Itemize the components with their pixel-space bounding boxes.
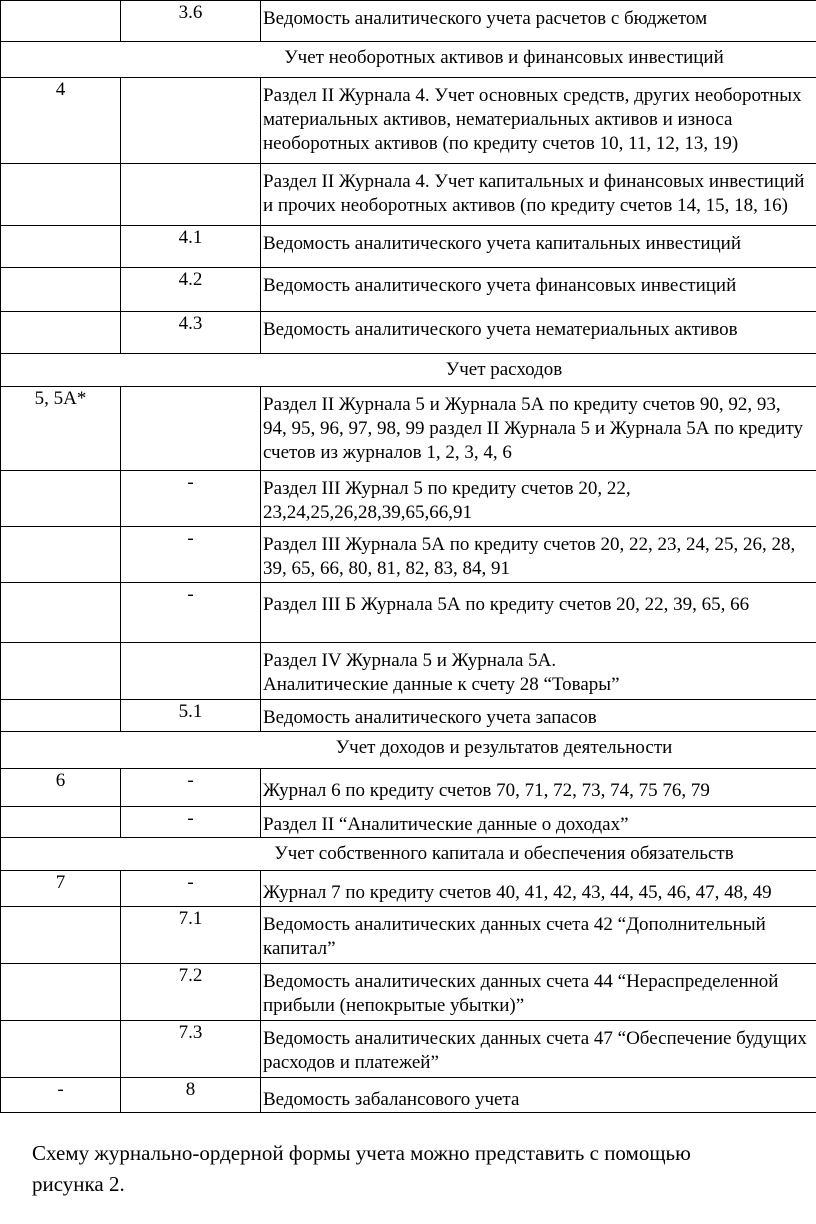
description-line: 39, 65, 66, 80, 81, 82, 83, 84, 91	[263, 558, 510, 579]
journal-number-cell: 4	[1, 78, 121, 164]
statement-number-cell: 4.2	[121, 268, 261, 312]
description-line: Раздел II Журнала 5 и Журнала 5А по кредиту счетов 90, 92, 93,	[263, 394, 781, 415]
description-line: Раздел III Журнал 5 по кредиту счетов 20, 22,	[263, 478, 631, 499]
register-description	[263, 78, 816, 156]
description-line: Раздел IV Журнала 5 и Журнала 5А.	[263, 650, 557, 671]
register-description-cell	[261, 268, 816, 312]
register-description	[263, 1021, 816, 1075]
section-header-row	[1, 42, 816, 78]
register-description	[263, 643, 816, 697]
statement-number-cell: -	[121, 583, 261, 643]
description-line: Ведомость аналитического учета нематериальных активов	[263, 319, 738, 340]
statement-number-cell: -	[121, 807, 261, 838]
description-line: Раздел II Журнала 4. Учет основных средств, других необоротных	[263, 85, 802, 106]
journal-number-cell	[1, 471, 121, 527]
description-line: Ведомость аналитического учета запасов	[263, 707, 597, 728]
table-row	[1, 1, 816, 42]
register-description-cell	[261, 78, 816, 164]
statement-number-cell: 5.1	[121, 700, 261, 732]
description-line: Аналитические данные к счету 28 “Товары”	[263, 674, 620, 695]
section-title-text: Учет доходов и результатов деятельности	[335, 737, 673, 758]
journal-number-cell	[1, 268, 121, 312]
register-description	[263, 700, 816, 730]
paragraph-line-2: рисунка 2.	[32, 1172, 125, 1196]
statement-number-cell: -	[121, 769, 261, 807]
table-row	[1, 583, 816, 643]
section-title-text: Учет необоротных активов и финансовых инвестиций	[284, 47, 724, 68]
section-header-row	[1, 838, 816, 871]
register-description-cell	[261, 807, 816, 838]
register-description-cell	[261, 387, 816, 471]
register-description	[263, 807, 816, 837]
table-row	[1, 527, 816, 583]
journal-number-cell	[1, 807, 121, 838]
description-line: Ведомость аналитического учета капитальных инвестиций	[263, 233, 742, 254]
description-line: и прочих необоротных активов (по кредиту счетов 14, 15, 18, 16)	[263, 195, 788, 216]
journal-number-cell	[1, 643, 121, 700]
journal-number-cell: 5, 5А*	[1, 387, 121, 471]
table-row	[1, 268, 816, 312]
journal-number-cell	[1, 907, 121, 964]
description-line: 23,24,25,26,28,39,65,66,91	[263, 502, 472, 523]
register-description-cell	[261, 769, 816, 807]
journal-number-cell: 6	[1, 769, 121, 807]
register-description	[263, 871, 816, 905]
table-row	[1, 387, 816, 471]
table-row	[1, 964, 816, 1021]
journal-number-cell	[1, 1021, 121, 1078]
journal-number-cell	[1, 312, 121, 354]
journal-number-cell	[1, 527, 121, 583]
statement-number-cell	[121, 164, 261, 226]
description-line: Ведомость аналитических данных счета 42 “Дополнительный	[263, 914, 766, 935]
description-line: Журнал 7 по кредиту счетов 40, 41, 42, 43, 44, 45, 46, 47, 48, 49	[263, 882, 772, 903]
statement-number-cell	[121, 78, 261, 164]
description-line: Раздел III Б Журнала 5А по кредиту счетов 20, 22, 39, 65, 66	[263, 594, 750, 615]
journal-number-cell	[1, 964, 121, 1021]
register-description	[263, 769, 816, 803]
register-description	[263, 164, 816, 218]
table-row	[1, 643, 816, 700]
register-description-cell	[261, 1078, 816, 1113]
journal-number-cell	[1, 700, 121, 732]
description-line: 94, 95, 96, 97, 98, 99 раздел II Журнала 5 и Журнала 5А по кредиту	[263, 418, 803, 439]
register-description-cell	[261, 527, 816, 583]
register-description-cell	[261, 871, 816, 907]
table-row	[1, 312, 816, 354]
table-row	[1, 226, 816, 268]
statement-number-cell: 7.1	[121, 907, 261, 964]
description-line: Ведомость аналитического учета финансовых инвестиций	[263, 275, 737, 296]
register-description-cell	[261, 1021, 816, 1078]
description-line: Журнал 6 по кредиту счетов 70, 71, 72, 73, 74, 75 76, 79	[263, 780, 710, 801]
register-description	[263, 1, 816, 31]
table-row	[1, 807, 816, 838]
register-description-cell	[261, 700, 816, 732]
register-description	[263, 268, 816, 298]
description-line: Раздел II Журнала 4. Учет капитальных и финансовых инвестиций	[263, 171, 805, 192]
section-header-row	[1, 354, 816, 387]
register-description-cell	[261, 907, 816, 964]
register-description	[263, 583, 816, 617]
journal-number-cell	[1, 164, 121, 226]
paragraph-text	[0, 1138, 816, 1200]
description-line: Ведомость аналитических данных счета 47 “Обеспечение будущих	[263, 1028, 807, 1049]
statement-number-cell: -	[121, 471, 261, 527]
description-line: Ведомость забалансового учета	[263, 1089, 520, 1110]
table-row	[1, 1078, 816, 1113]
statement-number-cell: 4.1	[121, 226, 261, 268]
register-description-cell	[261, 1, 816, 42]
table-row	[1, 471, 816, 527]
register-description-cell	[261, 643, 816, 700]
register-description-cell	[261, 583, 816, 643]
table-row	[1, 700, 816, 732]
statement-number-cell: 3.6	[121, 1, 261, 42]
statement-number-cell: 7.3	[121, 1021, 261, 1078]
register-description	[263, 387, 816, 465]
section-title	[1, 42, 816, 78]
statement-number-cell	[121, 643, 261, 700]
statement-number-cell: -	[121, 527, 261, 583]
register-description-cell	[261, 164, 816, 226]
register-description	[263, 527, 816, 581]
description-line: Раздел III Журнала 5А по кредиту счетов 20, 22, 23, 24, 25, 26, 28,	[263, 534, 796, 555]
statement-number-cell: 8	[121, 1078, 261, 1113]
statement-number-cell: -	[121, 871, 261, 907]
journal-number-cell	[1, 1, 121, 42]
section-title-text: Учет расходов	[445, 359, 563, 380]
description-line: Ведомость аналитического учета расчетов с бюджетом	[263, 8, 708, 29]
table-row	[1, 1021, 816, 1078]
section-title	[1, 732, 816, 769]
description-line: прибыли (непокрытые убытки)”	[263, 995, 525, 1016]
description-line: капитал”	[263, 938, 336, 959]
table-row	[1, 78, 816, 164]
register-description	[263, 471, 816, 525]
description-line: материальных активов, нематериальных активов и износа	[263, 109, 733, 130]
register-description-cell	[261, 312, 816, 354]
table-row	[1, 907, 816, 964]
description-line: расходов и платежей”	[263, 1052, 439, 1073]
description-line: Ведомость аналитических данных счета 44 “Нераспределенной	[263, 971, 779, 992]
section-title-text: Учет собственного капитала и обеспечения обязательств	[274, 843, 734, 864]
statement-number-cell: 4.3	[121, 312, 261, 354]
register-description-cell	[261, 471, 816, 527]
section-header-row	[1, 732, 816, 769]
register-description	[263, 312, 816, 342]
register-description-cell	[261, 964, 816, 1021]
paragraph-line-1: Схему журнально-ордерной формы учета можно представить с помощью	[32, 1141, 691, 1165]
register-description	[263, 226, 816, 256]
journal-number-cell: -	[1, 1078, 121, 1113]
journal-number-cell: 7	[1, 871, 121, 907]
statement-number-cell: 7.2	[121, 964, 261, 1021]
register-description-cell	[261, 226, 816, 268]
body-paragraph	[0, 1138, 816, 1200]
journal-number-cell	[1, 226, 121, 268]
section-title	[1, 354, 816, 387]
register-description	[263, 907, 816, 961]
register-description	[263, 1078, 816, 1112]
table-row	[1, 769, 816, 807]
journal-number-cell	[1, 583, 121, 643]
description-line: Раздел II “Аналитические данные о доходах”	[263, 814, 629, 835]
description-line: счетов из журналов 1, 2, 3, 4, 6	[263, 442, 512, 463]
table-row	[1, 871, 816, 907]
section-title	[1, 838, 816, 871]
table-body	[1, 1, 816, 1113]
table-row	[1, 164, 816, 226]
register-description	[263, 964, 816, 1018]
description-line: необоротных активов (по кредиту счетов 10, 11, 12, 13, 19)	[263, 133, 739, 154]
statement-number-cell	[121, 387, 261, 471]
